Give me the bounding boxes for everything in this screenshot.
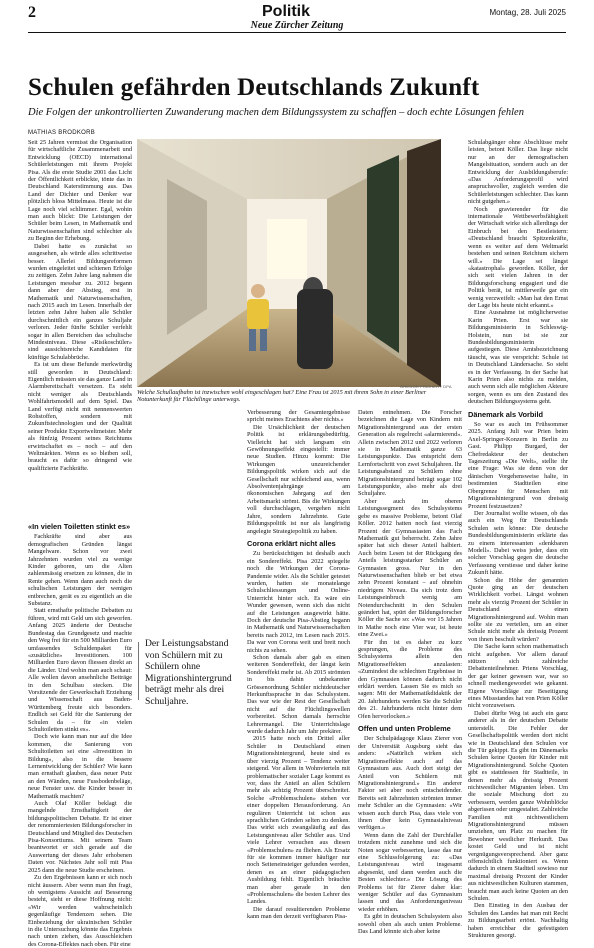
paragraph: Fachkräfte sind aber aus demografischen Gründen längst Mangelware. Schon vor zwei Jahrzehnten wurden viel zu wenige Kinder geboren, um die Alten zahlenmässig ersetzen zu können, die in Rente gehen. Wenn dann auch noch die schulischen Leistungen der wenigen entbrechen, gerät es zu eigentlich an die Substanz. (28, 533, 132, 608)
newspaper-name: Neue Zürcher Zeitung (250, 20, 344, 31)
subheading-corona: Corona erklärt nicht alles (247, 538, 336, 548)
paragraph: Statt ernsthafte politische Debatten zu führen, wird mit Geld um sich geworfen. Anfang 2025 änderte der Deutsche Bundestag das Grundgesetz und machte den Weg frei für ein 500 Milliarden Euro umfassendes Schuldenpaket für «zusätzliche» Investitionen. 100 Milliarden Euro davon fliessen direkt an die Länder. Und wohin man auch schaut: Alle wollen davon ansehnliche Beiträge in den Schulbau stecken. Die Vorsitzende der Gewerkschaft Erziehung und Wissenschaft aus Baden-Württemberg freute sich besonders. Endlich sei Geld für die Sanierung der Schulen da – für «in vielen Schultoiletten stinkt es». (28, 607, 132, 733)
pullquote: Der Leistungsabstand von Schülern mit zu Schülern ohne Migrationshintergrund beträgt mehr als drei Schuljahre. (145, 638, 232, 707)
photo-credit: GREGOR FISCHER / DPA (400, 384, 452, 389)
paragraph: Den Einstieg in den Ausbau der Schulen des Landes hat man mit Recht zu Bildungsarbeit ertönt. Nachhaltig haben erreichbar die gefestigsten Strukturen gesorgt. (468, 902, 568, 940)
header-rule (28, 32, 566, 33)
paragraph: Es gibt in deutschen Schulsystem also sowohl oben als auch unten Probleme. Das Land könnte sich aber keine (358, 913, 462, 936)
column-1-bottom (28, 518, 132, 948)
paragraph: Die Ursächlichkeit der deutschen Politik ist erklärungsbedürftig. Vielleicht hat sich langsam ein Gewöhnungseffekt eingestellt: immer neue Studien. Hinzu kommt: Die Wirkungen unzureichender Bildungspolitik wirken sich auf die Gesellschaft nur schleichend aus, wenn Absolventenjahrgänge am ökonomischen Jahrgang auf den Arbeitsmarkt strömt. Bis die Wirkungen voll durchschlagen, vergehen nicht Jahre, sondern Jahrzehnte. Gute Bildungspolitik ist nur als langfristig angelegte Strategiepolitik zu haben. (247, 423, 350, 535)
paragraph: Aber auch im oberen Leistungssegment des Schulsystems gebe es massive Probleme, betont Olaf Köller. 2012 hatten noch fast vierzig Prozent der Gymnasiasten das Fach Mathematik gut beherrscht. Zehn Jahre später hat sich dieser Anteil halbiert. Auch beim Lesen ist der Rückgang des Anteils leistungsstarker Schüler an Gymnasien gross. Nur in den Naturwissenschaften blieb er bei etwa zehn Prozent konstant – auf ohnehin niedrigem Niveau. Da sich trotz dem Leistungseinbruch wenig am Notendurchschnitt in den Schulen geändert hat, spürt der Bildungsforscher Köller die Sache so: «Was vor 15 Jahren in Mathe noch eine Vier war, ist heute eine Zwei.» (358, 497, 462, 639)
article-byline: MATHIAS BRODKORB (28, 130, 96, 136)
column-4 (468, 139, 569, 940)
paragraph: Doch wie kann man nur auf die Idee kommen, die Sanierung von Schultoiletten sei eine «Investition in Bildung», also in die bessere Lernentwicklung der Schüler? Wie kann man ernsthaft glauben, dass neuer Putz an den Wänden, neue Fussbodenbeläge, neue Fenster usw. die Kinder besser in Mathematik machten? (28, 733, 132, 800)
paragraph: Noch gravierender für die internationale Wettbewerbsfähigkeit der Wirtschaft wirke sich allerdings der Einbruch bei den Bestleistern: «Deutschland braucht Spitzenkräfte, wenn es weiter auf dem Weltmarkt bestehen und seinen Reichtum sichern will.» Die Lage sei längst «katastrophal» geworden. Köller, der sich seit vielen Jahren in der Bildungsforschung engagiert und die Politik berät, ist mittlerweile gar ein wenig verzweifelt: «Man hat den Ernst der Lage bis heute nicht erkannt.» (468, 205, 568, 309)
photo-hallway-image (137, 139, 441, 387)
issue-date: Montag, 28. Juli 2025 (489, 8, 566, 17)
paragraph: Daten entnehmen. Die Forscher bezeichnen die Lage von Kindern mit Migrationshintergrund aus der ersten Generation als regelrecht «alarmierend». Allein zwischen 2012 und 2022 verloren sie in Mathematik ganze 63 Leistungspunkte. Das entspricht dem Lernfortschritt von zwei Schuljahren. Ihr Leistungsabstand zu Schülern ohne Migrationshintergrund beträgt sogar 102 Leistungspunkte, also mehr als drei Schuljahre. (358, 409, 462, 498)
paragraph: Auch Olaf Köller beklagt die mangelnde Ernsthaftigkeit der bildungspolitischen Debatte. Er ist einer der renommiertesten Bildungsforscher in Deutschland und Mitglied des Deutschen Pisa-Konsortiums. Mit seinem Team beantwortet er sich gerade auf die Auswertung der dieses Jahr erhobenen Daten vor. Nächstes Jahr soll mit Pisa 2025 dann die neue Studie erscheinen. (28, 800, 132, 874)
article-photo (137, 139, 441, 387)
paragraph: Der Schulpädagoge Klaus Zierer von der Universität Augsburg sieht das anders: «Natürlich wirken sich Migrationseffekte auch auf das Gymnasium aus. Auch dort steigt der Anteil von Schülern mit Migrationshintergrund.» Ein anderer Faktor sei aber noch entscheidender. Bereits seit Jahrzehnten strömten immer mehr Schüler an die Gymnasien: «Wir wissen auch durch Pisa, dass viele von ihnen über kein Gymnasialniveau verfügen.» (358, 735, 462, 832)
paragraph: Dabei hatte es zunächst so ausgesehen, als würde alles schrittweise besser. Allerlei Bildungsreformen wurden eingeleitet und schienen Erfolge zu zeitigen. Zehn Jahre lang nahmen die Leistungen messbar zu. 2012 begann dann aber der Abstieg, erst in Mathematik und Naturwissenschaften, nach 2015 auch im Lesen. Innerhalb der letzten zehn Jahre haben alle Schüler durchschnittlich ein ganzes Schuljahr verloren. Jeder fünfte Schüler verfehlt sogar in allen Bereichen das schulische Mindestniveau. Diese «Risikoschüler» sind aussichtsreiche Kandidaten für künftige Schulabbrüche. (28, 242, 132, 361)
paragraph: So war es auch im Frühsommer 2025. Anfang Juli war Prien beim Axel-Springer-Konzern in Berlin zu Gast. Philipp Burgard, der Chefredakteur der deutschen Tageszeitung «Die Welt», stellte ihr eine Frage: Was sie denn von der dänischen Vorgehensweise halte, in bestimmten Stadtteilen eine Obergrenze für Menschen mit Migrationshintergrund von dreissig Prozent festzusetzen? (468, 421, 568, 510)
paragraph: Seit 25 Jahren vermisst die Organisation für wirtschaftliche Zusammenarbeit und Entwicklung (OECD) international Schülerleistungen mit ihrem Projekt Pisa. Als die erste Studie 2001 das Licht der Öffentlichkeit erblickte, tönte das in Deutschland Katerstimmung aus. Das Land der Dichter und Denker war plötzlich bloss Mittelmass. Heute ist die Lage noch viel schlimmer. Egal, wohin man auch blickt: Die Leistungen der Schüler beim Lesen, in Mathematik und Naturwissenschaften sind schlechter als zu Beginn der Erhebung. (28, 139, 132, 243)
paragraph: Dabei dürfte Weg ist auch ein ganz anderer als in der deutschen Debatte unterstellt. Die Fehler der Gesellschaftspolitik werden dort nicht wie in Deutschland den Schulen vor die Tür gekippt. Es gibt im Dänemarks Schulen keine Quoten für Kinder mit Migrationshintergrund. Solche Quoten gibt es stattdessen für Stadtteile, in denen mehr als dreissig Prozent nichtwestlicher Migranten leben. Um die soziale Mischung dort zu verbessern, werden ganze Wohnblöcke abgerissen oder umgestaltet. Zahlreiche Familien mit nichtwestlichem Migrationshintergrund müssen umziehen, um Platz zu machen für Bewohner westlicher Herkunft. Das kostet Geld und ist nicht vergnügungsversprechend. Aber ganz offensichtlich funktioniert es. Wenn dadurch in einem Stadtteil sowieso nur maximal dreissig Prozent der Kinder aus nichtwestlichen Kulturen stammen, braucht man auch keine Quoten an den Schulen. (468, 709, 569, 903)
section-title: Politik (262, 3, 311, 20)
paragraph: Verbesserung der Gesamtergebnisse spricht meines Erachtens aber nichts.» (247, 409, 350, 424)
column-2 (247, 409, 350, 921)
paragraph: Wenn dann die Zahl der Durchfaller trotzdem nicht zunehme und sich die Noten sogar verbesserten, lasse das nur eine Schlussfolgerung zu: «Das Leistungsniveau wird insgesamt abgesenkt, und dann werden auch die Besten schlechter.» Die Lösung des Problems ist für Zierer daher klar: weniger Schüler auf das Gymnasium lassen und das Anforderungsniveau wieder erhöhen. (358, 831, 462, 913)
column-1-top (28, 139, 132, 519)
paragraph: Es ist um diese Befunde merkwürdig still geworden in Deutschland: Eigentlich müssten sie das ganze Land in Alarmbereitschaft versetzen. Es steht nicht weniger als Deutschlands Wohlfahrtsmodell auf dem Spiel. Das Land verfügt nicht mit nennenswerten Rohstoffen, sondern mit Zukunftstechnologien und der Qualität seiner Produkte Exportweltmeister. Mehr als fünfzig Prozent seines Reichtums erwirtschaftet es – noch – auf den Weltmärkten. Wenn es so bleiben soll, braucht es dafür so dringend wie qualifizierte Fachkräfte. (28, 361, 132, 472)
paragraph: 2015 hatte noch ein Drittel aller Schüler in Deutschland einen Migrationshintergrund, heute sind es über vierzig Prozent – Tendenz weiter steigend. Vor allem in Wohnvierteln mit problematischer sozialer Lage kommt es vor, dass ihr Anteil an allen Schülern mehr als achtzig Prozent überschreitet. Solche «Problemschulen» stehen vor einer doppelten Herausforderung. An regulären Unterricht ist schon aus sprachlichen Gründen selten zu denken. Das wirkt sich zwangsläufig auf das Leistungsniveau aller Schüler aus. Und viele Lehrer versuchen aus diesen «Problemschulen» zu fliehen. Als Ersatz für sie kommen immer häufiger nur noch Seiteneinsteiger gefunden werden, denen es an einer pädagogischen Ausbildung fehlt. Eigentlich bräuchte man aber gerade in den «Problemschulen» die besten Lehrer des Landes. (247, 735, 350, 906)
subheading-problems: Offen und unten Probleme (358, 724, 451, 734)
article-deck: Die Folgen der unkontrollierten Zuwanderung machen dem Bildungssystem zu schaffen – doch echte Lösungen fehlen (28, 107, 524, 118)
subheading-toilets: «In vielen Toiletten stinkt es» (28, 522, 131, 531)
paragraph: Für ihn ist es daher zu kurz gesprungen, die Probleme des Schulsystems allein den Migrationseffekten anzulasten: «Zumindest die schlechten Ergebnisse in den Gymnasien können dadurch nicht erklärt werden. Lassen Sie es mich so sagen: Mit der Mathematikdidaktik der 20. Jahrhunderts werden Sie die Schüler des 21. Jahrhunderts nicht hinter dem Ofen hervorlocken.» (358, 638, 462, 720)
paragraph: Zu berücksichtigen ist deshalb auch ein Sondereffekt. Pisa 2022 spiegelte noch die Wirkungen der Corona-Pandemie wider. Als die Schüler getestet wurden, hatten sie monatelange Schulschliessungen und Online-Unterricht hinter sich. Es wäre ein Wunder gewesen, wenn sich das nicht auf die Leistungen ausgewirkt hätte. Doch der deutsche Pisa-Abstieg begann in Mathematik und Naturwissenschaften bereits nach 2012, im Lesen nach 2015. Da war von Corona weit und breit noch nichts zu sehen. (247, 550, 350, 654)
subheading-vorbild: Dänemark als Vorbild (468, 409, 544, 419)
paragraph: Eine Ausnahme ist möglicherweise Karin Prien. Erst war sie Bildungsministerin in Schleswig-Holstein, nun ist sie zur Bundesbildungsministerin aufgestiegen. Diese Amtsbezeichnung täuscht, was sie verspricht: Schule ist in Deutschland Ländersache. So steht es in der Verfassung. In der Sache hat Karin Prien also nichts zu melden, auch wenn sich alle möglichen Akteure sorgen, wenn es um den Zustand des deutschen Bildungssystems geht. (468, 309, 568, 406)
photo-caption: Welche Schullaufbahn ist inzwischen wohl eingeschlagen hat? Eine Frau ist 2015 mit ihrem Sohn in einer Berliner Notunterkunft für Flüchtlinge unterwegs. (137, 389, 427, 404)
column-3 (358, 409, 462, 936)
paragraph: Zu den Ergebnissen kann er sich noch nicht äussern. Aber wenn man ihn fragt, ob wenigstens Aussicht auf Besserung besteht, sieht er diese Hoffnung nicht: «Wir werden wahrscheinlich gegenläufige Tendenzen sehen. Die Einbeziehung der ukrainischen Schüler in die Untersuchung könnte das Ergebnis nach unten ziehen, das Ausschleichen des Corona-Effektes nach oben. Für eine (28, 874, 132, 948)
page-number: 2 (28, 4, 36, 21)
paragraph: Die darauf resultierenden Probleme kann man den derzeit verfügbaren Pisa- (247, 905, 350, 921)
article-headline: Schulen gefährden Deutschlands Zukunft (28, 74, 480, 101)
pullquote-rule (138, 642, 139, 700)
paragraph: Schon die Höhe der genannten Quote ging an der deutschen Wirklichkeit vorbei. Längst wohnen mehr als vierzig Prozent der Schüler in Deutschland einen Migrationshintergrund auf. Wohin man sollte sie zu verteilen, um an einer Schule nicht mehr als dreissig Prozent von ihnen beschult würden? (468, 576, 568, 643)
paragraph: Schulabgänger ohne Abschlüsse mehr leisten, betont Köller. Das liege nicht nur an der demografischen Mangelsituation, sondern auch an der Entwicklung der Ausbildungsberufe: «Das Anforderungsprofil wird anspruchsvoller, zugleich werden die Schülerleistungen schlechter. Das kann nicht gutgehen.» (468, 139, 568, 206)
paragraph: Der Journalist wollte wissen, ob das auch ein Weg für Deutschlands Schulen sein könne: Die deutsche Bundesbildungsministerin erklärte das zu einem interessanten «denkbaren Modell». Dabei weiss jeder, dass ein solcher Vorschlag gegen die deutsche Verfassung verstiesse und daher keine Zukunft hätte. (468, 509, 568, 577)
paragraph: Schon damals aber gab es einen weiteren Sondereffekt, der längst kein Sondereffekt mehr ist. Ab 2015 strömten in bis dahin unbekannter Grössenordnung Schüler nichtdeutscher Herkunftssprache in das Schulsystem. Das war wie der Rest der Gesellschaft nicht auf die Flüchtlingswellen vorbereitet. Schon damals herrschte Lehrermangel. Die Unterrichtslage wurde dadurch Jahr um Jahr prekärer. (247, 654, 350, 736)
paragraph: Die Sache kann schon mathematisch nicht aufgehen. Vor allem darauf stützen sich zahlreiche Debattenteilnehmer. Priens Vorschlag, der gar keiner gewesen war, war so schnell mediengewordet wie gekannt. Eigene Vorschläge zur Beseitigung eines Missstandes hat von Prien Köller nicht vorzuweisen. (468, 643, 568, 710)
